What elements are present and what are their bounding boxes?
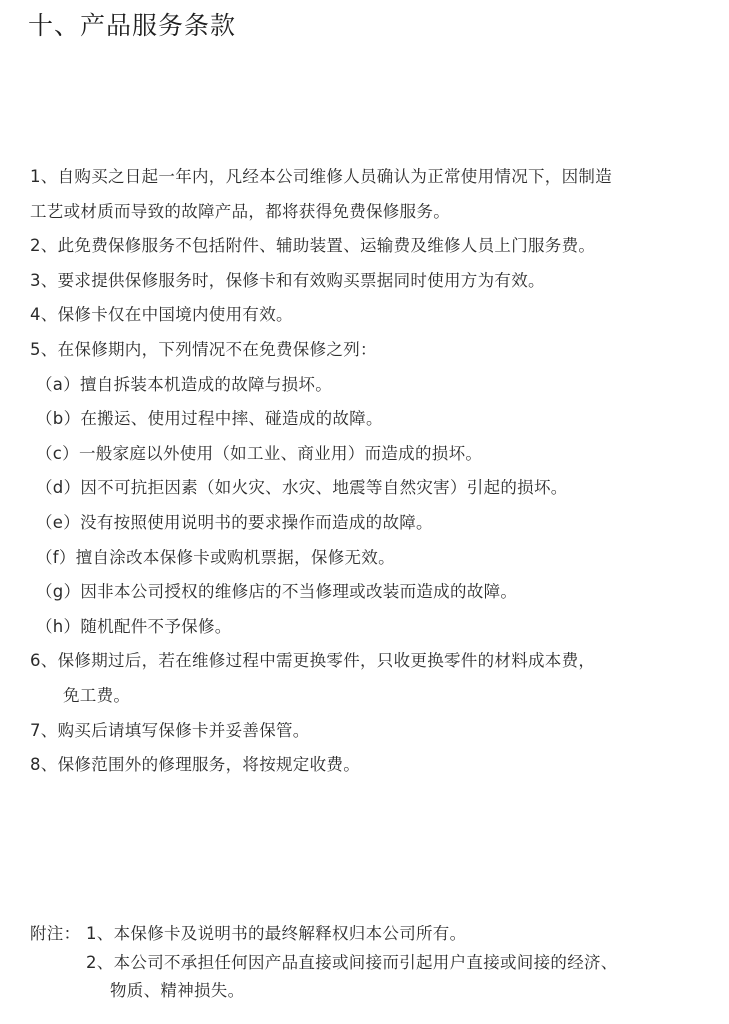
clause-6-line-1: 6、保修期过后，若在维修过程中需更换零件，只收更换零件的材料成本费， [30,651,596,671]
note-item-2-line-2: 物质、精神损失。 [110,981,245,1000]
clause-list [30,160,720,783]
clause-5-item-a: （a）擅自拆装本机造成的故障与损坏。 [36,374,333,394]
clause-3: 3、要求提供保修服务时，保修卡和有效购买票据同时使用方为有效。 [30,270,545,290]
clause-1-line-2: 工艺或材质而导致的故障产品，都将获得免费保修服务。 [30,201,450,221]
note-item-2-line-1: 2、本公司不承担任何因产品直接或间接而引起用户直接或间接的经济、 [86,952,618,972]
clause-5: 5、在保修期内，下列情况不在免费保修之列： [30,339,377,359]
note-item-1: 1、本保修卡及说明书的最终解释权归本公司所有。 [86,924,467,943]
clause-5-item-g: （g）因非本公司授权的维修店的不当修理或改装而造成的故障。 [36,582,518,602]
note-label: 附注： [30,924,81,943]
clause-5-item-h: （h）随机配件不予保修。 [36,616,232,636]
clause-8: 8、保修范围外的修理服务，将按规定收费。 [30,755,360,775]
clause-2: 2、此免费保修服务不包括附件、辅助装置、运输费及维修人员上门服务费。 [30,236,596,256]
appendix-note [30,920,720,1006]
note-row-1 [30,920,720,949]
clause-4: 4、保修卡仅在中国境内使用有效。 [30,305,293,325]
clause-5-item-d: （d）因不可抗拒因素（如火灾、水灾、地震等自然灾害）引起的损坏。 [36,478,568,498]
clause-5-item-e: （e）没有按照使用说明书的要求操作而造成的故障。 [36,512,433,532]
clause-1-line-1: 1、自购买之日起一年内，凡经本公司维修人员确认为正常使用情况下，因制造 [30,167,612,186]
clause-5-item-f: （f）擅自涂改本保修卡或购机票据，保修无效。 [36,547,395,567]
clause-5-item-b: （b）在搬运、使用过程中摔、碰造成的故障。 [36,409,383,429]
page-title: 十、产品服务条款 [28,11,237,40]
clause-7: 7、购买后请填写保修卡并妥善保管。 [30,720,310,740]
clause-5-item-c: （c）一般家庭以外使用（如工业、商业用）而造成的损坏。 [36,443,483,463]
clause-6-line-2: 免工费。 [63,685,131,705]
